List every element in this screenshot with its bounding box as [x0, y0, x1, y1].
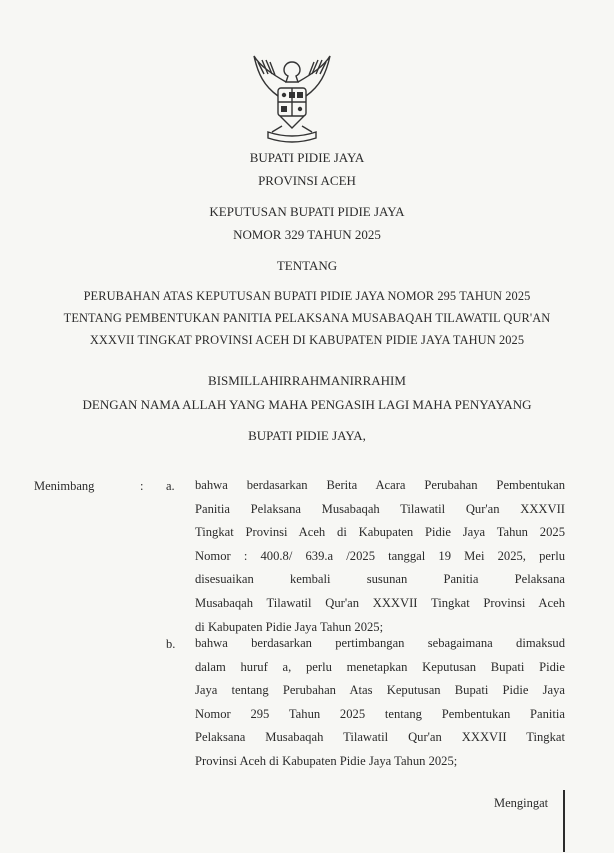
- invocation: DENGAN NAMA ALLAH YANG MAHA PENGASIH LAGI MAHA PENYAYANG: [82, 397, 532, 412]
- text-line: Pelaksana Musabaqah Tilawatil Qur'an XXXVII Tingkat: [195, 730, 565, 745]
- basmalah: BISMILLAHIRRAHMANIRRAHIM: [208, 373, 406, 388]
- text-line: Nomor : 400.8/ 639.a /2025 tanggal 19 Mei 2025, perlu: [195, 548, 565, 563]
- text-line: bahwa berdasarkan pertimbangan sebagaimana dimaksud: [195, 636, 565, 650]
- subject-line: PERUBAHAN ATAS KEPUTUSAN BUPATI PIDIE JAYA NOMOR 295 TAHUN 2025: [83, 289, 531, 303]
- paraf-mark: [563, 790, 565, 852]
- official-title: BUPATI PIDIE JAYA,: [248, 428, 366, 443]
- item-marker-a: a.: [166, 479, 175, 493]
- considering-label: Menimbang: [34, 479, 95, 493]
- item-marker-b: b.: [166, 637, 176, 651]
- text-line: Provinsi Aceh di Kabupaten Pidie Jaya Tahun 2025;: [195, 753, 458, 768]
- about-heading: TENTANG: [276, 258, 338, 273]
- text-line: Jaya tentang Perubahan Atas Keputusan Bupati Pidie Jaya: [195, 683, 565, 698]
- decree-title: KEPUTUSAN BUPATI PIDIE JAYA: [209, 204, 405, 219]
- consideration-b: [195, 632, 565, 774]
- consideration-a: [195, 474, 565, 639]
- text-line: Nomor 295 Tahun 2025 tentang Pembentukan Panitia: [195, 706, 565, 721]
- text-line: Tingkat Provinsi Aceh di Kabupaten Pidie Jaya Tahun 2025: [195, 525, 565, 540]
- regent-title: BUPATI PIDIE JAYA: [249, 150, 365, 165]
- text-line: dalam huruf a, perlu menetapkan Keputusan Bupati Pidie: [195, 659, 565, 674]
- text-line: disesuaikan kembali susunan Panitia Pelaksana: [195, 572, 565, 587]
- text-line: Musabaqah Tilawatil Qur'an XXXVII Tingkat Provinsi Aceh: [195, 595, 565, 610]
- province-title: PROVINSI ACEH: [258, 173, 356, 188]
- text-line: di Kabupaten Pidie Jaya Tahun 2025;: [195, 619, 384, 634]
- subject-line: TENTANG PEMBENTUKAN PANITIA PELAKSANA MUSABAQAH TILAWATIL QUR'AN: [63, 311, 551, 325]
- continuation-mengingat: Mengingat: [494, 796, 549, 810]
- considering-colon: :: [140, 479, 144, 493]
- text-line: Panitia Pelaksana Musabaqah Tilawatil Qur'an XXXVII: [195, 501, 565, 516]
- text-line: bahwa berdasarkan Berita Acara Perubahan Pembentukan: [195, 478, 565, 492]
- decree-number: NOMOR 329 TAHUN 2025: [233, 227, 381, 242]
- subject-line: XXXVII TINGKAT PROVINSI ACEH DI KABUPATEN PIDIE JAYA TAHUN 2025: [89, 333, 525, 347]
- garuda-emblem-icon: [250, 52, 334, 144]
